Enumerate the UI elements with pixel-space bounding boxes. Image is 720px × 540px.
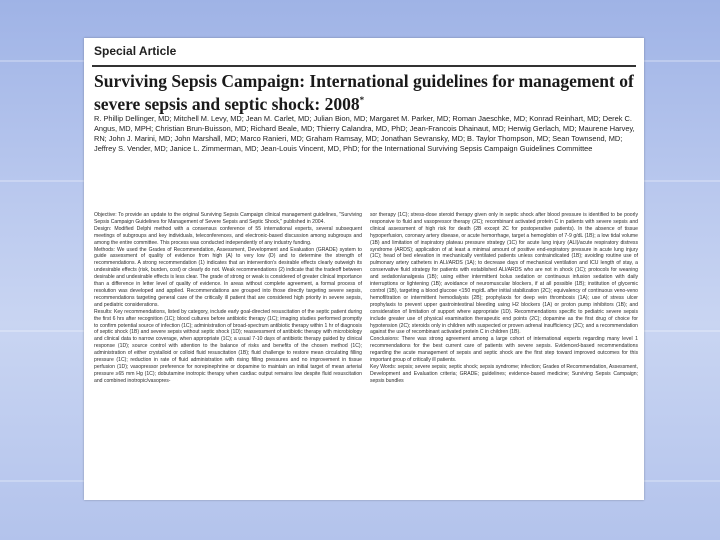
article-title bbox=[94, 72, 634, 114]
section-label: Special Article bbox=[94, 44, 177, 58]
header-rule bbox=[92, 65, 636, 67]
article-page bbox=[84, 38, 644, 500]
title-text: Surviving Sepsis Campaign: International guidelines for management of severe sepsis and septic shock: 2008 bbox=[94, 71, 634, 114]
title-footnote-mark: * bbox=[359, 95, 365, 105]
abstract-left-column: Objective: To provide an update to the original Surviving Sepsis Campaign clinical management guidelines, "Surviving Sepsis Campaign Guidelines for Management of Severe Sepsis and Septic Shock," published in 2004. Design: Modified Delphi method with a consensus conference of 55 international experts, several subsequent meetings of subgroups and key individuals, teleconferences, and electronic-based discussion among subgroups and among the entire committee. This process was conducted independently of any industry funding. Methods: We used the Grades of Recommendation, Assessment, Development and Evaluation (GRADE) system to guide assessment of quality of evidence from high (A) to very low (D) and to determine the strength of recommendations. A strong recommendation (1) indicates that an intervention's desirable effects clearly outweigh its undesirable effects (risk, burden, cost) or clearly do not. Weak recommendations (2) indicate that the tradeoff between desirable and undesirable effects is less clear. The grade of strong or weak is considered of greater clinical importance than a difference in letter level of quality of evidence. In areas without complete agreement, a formal process of resolution was developed and applied. Recommendations are grouped into those directly targeting severe sepsis, recommendations targeting general care of the critically ill patient that are considered high priority in severe sepsis, and pediatric considerations. Results: Key recommendations, listed by category, include early goal-directed resuscitation of the septic patient during the first 6 hrs after recognition (1C); blood cultures before antibiotic therapy (1C); imaging studies performed promptly to confirm potential source of infection (1C); administration of broad-spectrum antibiotic therapy within 1 hr of diagnosis of septic shock (1B) and severe sepsis without septic shock (1D); reassessment of antibiotic therapy with microbiology and clinical data to narrow coverage, when appropriate (1C); a usual 7-10 days of antibiotic therapy guided by clinical response (1D); source control with attention to the balance of risks and benefits of the chosen method (1C); administration of either crystalloid or colloid fluid resuscitation (1B); fluid challenge to restore mean circulating filling pressure (1C); reduction in rate of fluid administration with rising filling pressures and no improvement in tissue perfusion (1D); vasopressor preference for norepinephrine or dopamine to maintain an initial target of mean arterial pressure ≥65 mm Hg (1C); dobutamine inotropic therapy when cardiac output remains low despite fluid resuscitation and combined inotropic/vasopres- bbox=[94, 212, 362, 384]
author-list: R. Phillip Dellinger, MD; Mitchell M. Levy, MD; Jean M. Carlet, MD; Julian Bion, MD; Margaret M. Parker, MD; Roman Jaeschke, MD; Konrad Reinhart, MD; Derek C. Angus, MD, MPH; Christian Brun-Buisson, MD; Richard Beale, MD; Thierry Calandra, MD, PhD; Jean-Francois Dhainaut, MD; Herwig Gerlach, MD; Maurene Harvey, RN; John J. Marini, MD; John Marshall, MD; Marco Ranieri, MD; Graham Ramsay, MD; Jonathan Sevransky, MD; B. Taylor Thompson, MD; Sean Townsend, MD; Jeffrey S. Vender, MD; Janice L. Zimmerman, MD; Jean-Louis Vincent, MD, PhD; for the International Surviving Sepsis Campaign Guidelines Committee bbox=[94, 114, 635, 153]
abstract-right-column: sor therapy (1C); stress-dose steroid therapy given only in septic shock after blood pressure is identified to be poorly responsive to fluid and vasopressor therapy (2C); recombinant activated protein C in patients with severe sepsis and clinical assessment of high risk for death (2B except 2C for postoperative patients). In the absence of tissue hypoperfusion, coronary artery disease, or acute hemorrhage, target a hemoglobin of 7-9 g/dL (1B); a low tidal volume (1B) and limitation of inspiratory plateau pressure strategy (1C) for acute lung injury (ALI)/acute respiratory distress syndrome (ARDS); application of at least a minimal amount of positive end-expiratory pressure in acute lung injury (1C); head of bed elevation in mechanically ventilated patients unless contraindicated (1B); avoiding routine use of pulmonary artery catheters in ALI/ARDS (1A); to decrease days of mechanical ventilation and ICU length of stay, a conservative fluid strategy for patients with established ALI/ARDS who are not in shock (1C); protocols for weaning and sedation/analgesia (1B); using either intermittent bolus sedation or continuous infusion sedation with daily interruptions or lightening (1B); avoidance of neuromuscular blockers, if at all possible (1B); institution of glycemic control (1B), targeting a blood glucose <150 mg/dL after initial stabilization (2C); equivalency of continuous veno-veno hemofiltration or intermittent hemodialysis (2B); prophylaxis for deep vein thrombosis (1A); use of stress ulcer prophylaxis to prevent upper gastrointestinal bleeding using H2 blockers (1A) or proton pump inhibitors (1B); and consideration of limitation of support where appropriate (1D). Recommendations specific to pediatric severe sepsis include greater use of physical examination therapeutic end points (2C); dopamine as the first drug of choice for hypotension (2C); steroids only in children with suspected or proven adrenal insufficiency (2C); and a recommendation against the use of recombinant activated protein C in children (1B). Conclusions: There was strong agreement among a large cohort of international experts regarding many level 1 recommendations for the best current care of patients with severe sepsis. Evidenced-based recommendations regarding the acute management of sepsis and septic shock are the first step toward improved outcomes for this important group of critically ill patients. Key Words: sepsis; severe sepsis; septic shock; sepsis syndrome; infection; Grades of Recommendation, Assessment, Development and Evaluation criteria; GRADE; guidelines; evidence-based medicine; Surviving Sepsis Campaign; sepsis bundles bbox=[370, 212, 639, 384]
